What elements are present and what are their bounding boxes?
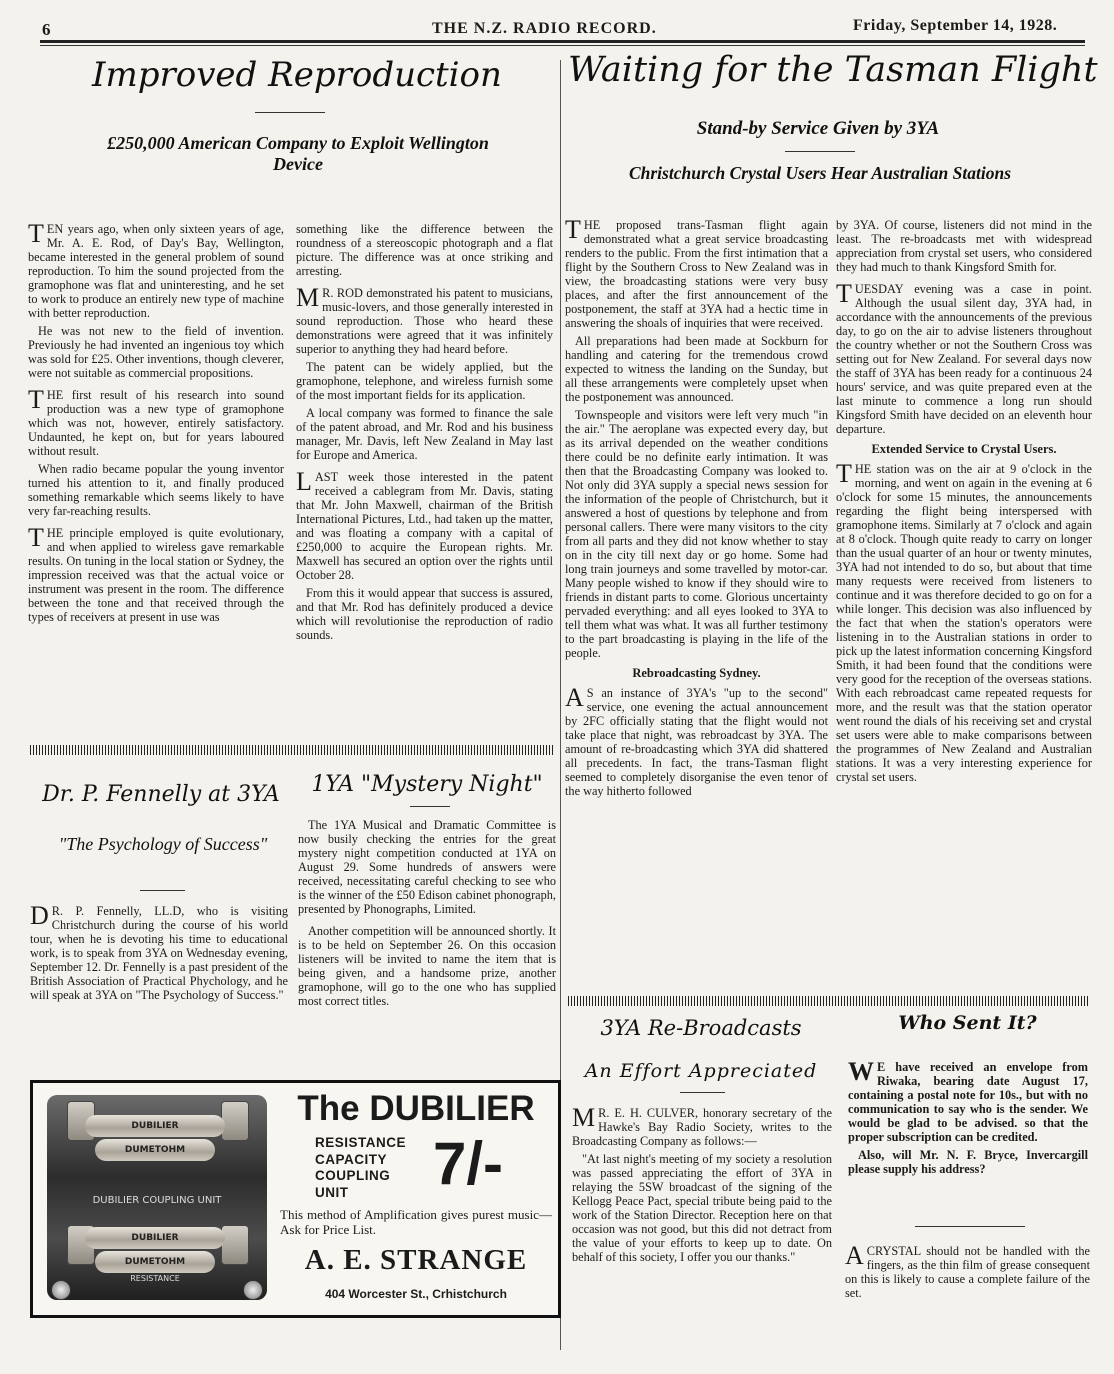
paragraph: All preparations had been made at Sockburn for handling and catering for the tremendous crowd expected to witness the landing on the Sunday, but all these arrangements were completely upset when the postponement was announced. xyxy=(565,334,828,404)
fennelly-text xyxy=(30,901,288,1006)
fennelly-title: Dr. P. Fennelly at 3YA xyxy=(42,782,280,807)
terminal-knob xyxy=(243,1280,263,1300)
mystery-rule xyxy=(410,806,450,807)
paragraph: THE principle employed is quite evolutionary, and when applied to wireless gave remarkable results. On tuning in the local station or Sydney, the impression received was that the actual voice or instrument was present in the room. The difference between the tone and that received through the types of receivers at present in use was xyxy=(28,523,284,624)
paragraph: He was not new to the field of invention. Previously he had invented an ingenious toy which was sold for £25. Other inventions, though cleverer, were not suitable as commercial propositions. xyxy=(28,324,284,380)
paragraph: THE proposed trans-Tasman flight again demonstrated what a great service broadcasting renders to the public. From the first intimation that a flight by the Southern Cross to New Zealand was in view, the broadcasting stations were very busy places, and after the first announcement of the postponement, the staff at 3YA had a hectic time in answering the shoals of inquiries that were received. xyxy=(565,215,828,330)
resistor-tube: DUMETOHM xyxy=(95,1139,215,1161)
terminal-clip xyxy=(221,1225,249,1265)
resistor-tube: DUBILIER xyxy=(85,1115,225,1137)
paragraph: AS an instance of 3YA's "up to the second" service, one evening the actual announcement by 2FC officially stating that the flight would not take place that night, was rebroadcast by 3YA. The amount of re-broadcasting which 3YA did shattered all precedents. In fact, the trans-Tasman flight seemed to completely disorganise the even tenor of the way hitherto followed xyxy=(565,683,828,798)
paragraph: TUESDAY evening was a case in point. Although the usual silent day, 3YA had, in accordance with the announcements of the previous day, to go on the air to advise listeners throughout the country whether or not the Southern Cross was setting out for New Zealand. For several days now the staff of 3YA has been ready for a continuous 24 hours' service, and was quite prepared even at the last minute to commence a long run should Kingsford Smith have decided on an eleventh hour departure. xyxy=(836,279,1092,436)
product-line: RESISTANCE xyxy=(315,1135,407,1150)
tasman-column-1 xyxy=(565,215,828,802)
seller-address: 404 Worcester St., Crhistchurch xyxy=(325,1287,507,1301)
page-number: 6 xyxy=(42,20,51,39)
tasman-column-2 xyxy=(836,218,1092,788)
subtitle-line-2: Device xyxy=(273,154,323,174)
rebroadcasts-title: 3YA Re-Broadcasts xyxy=(600,1016,802,1040)
subtitle-rule xyxy=(785,151,855,152)
dubilier-advert xyxy=(30,1080,561,1318)
advert-tagline: This method of Amplification gives purest music—Ask for Price List. xyxy=(280,1207,552,1237)
fennelly-subtitle: "The Psychology of Success" xyxy=(58,834,268,854)
paragraph: When radio became popular the young inventor turned his attention to it, and finally produced something remarkable which seems likely to have very far-reaching results. xyxy=(28,462,284,518)
rebroadcasts-rule xyxy=(680,1092,725,1093)
header-rule xyxy=(40,40,1085,43)
who-sent-text xyxy=(848,1057,1088,1180)
paragraph: something like the difference between the roundness of a stereoscopic photograph and a flat picture. The difference was at once striking and arresting. xyxy=(296,222,553,278)
reproduction-column-2 xyxy=(296,222,553,646)
paragraph: "At last night's meeting of my society a resolution was passed appreciating the effort of 3YA in relaying the 5SW broadcast of the signing of the Kellogg Peace Pact, special tribute being paid to the work of the Station Director. Reception here on that occasion was not good, but this did not detract from the value of your efforts to keep up to date. On behalf of this society, I offer you our thanks." xyxy=(572,1152,832,1264)
paragraph: Another competition will be announced shortly. It is to be held on September 26. On this occasion listeners will be invited to name the item that is being given, and a handsome prize, another gramophone, will go to the one who has supplied most correct titles. xyxy=(298,924,556,1008)
paragraph: Townspeople and visitors were left very much "in the air." The aeroplane was expected every day, but as its arrival depended on the weather conditions there could be no definite early intimation. It was then that the Broadcasting Company was looked to. Not only did 3YA supply a special news session for the information of the people of Christchurch, but it answered a host of questions by telephone and from personal callers. There were many visitors to the city from all parts and they did not know whether to stay on in the city till next day or go home. Some had long train journeys and some travelled by motor-car. Many people wished to know if they should wire to friends in distant parts to come. Glorious uncertainty pervaded everything: and all eyes looked to 3YA to tell them what was what. It was all further testimony to the part broadcasting is playing in the life of the people. xyxy=(565,408,828,660)
resistor-tube: DUMETOHM xyxy=(95,1251,215,1273)
crystal-note xyxy=(845,1241,1090,1304)
header-rule-thin xyxy=(40,45,1085,46)
paragraph: MR. ROD demonstrated his patent to musicians, music-lovers, and those generally interested in sound reproduction. Those who heard these demonstrations were agreed that it was infinitely superior to anything they had heard before. xyxy=(296,283,553,356)
separator-fence xyxy=(30,745,553,755)
resistor-tube: DUBILIER xyxy=(85,1227,225,1249)
title-rule xyxy=(255,112,325,113)
unit-label: DUBILIER COUPLING UNIT xyxy=(92,1195,222,1206)
issue-date: Friday, September 14, 1928. xyxy=(853,17,1058,34)
paragraph: ACRYSTAL should not be handled with the fingers, as the thin film of grease consequent on this is likely to cause a complete failure of the set. xyxy=(845,1241,1090,1300)
paragraph: Also, will Mr. N. F. Bryce, Invercargill please supply his address? xyxy=(848,1148,1088,1176)
reproduction-title: Improved Reproduction xyxy=(92,55,502,95)
tasman-subtitle-2: Christchurch Crystal Users Hear Australian Stations xyxy=(628,163,1012,183)
tasman-subtitle-1: Stand-by Service Given by 3YA xyxy=(696,118,940,139)
paragraph: The 1YA Musical and Dramatic Committee is now busily checking the entries for the great mystery night competition conducted at 1YA on August 29. Some hundreds of answers were received, necessitating careful checking to see who is the winner of the £50 Edison cabinet phonograph, presented by Phonographs, Limited. xyxy=(298,818,556,916)
rebroadcasts-text xyxy=(572,1103,832,1268)
product-line: CAPACITY xyxy=(315,1151,388,1167)
price: 7/- xyxy=(433,1130,504,1197)
paragraph: by 3YA. Of course, listeners did not mind in the least. The re-broadcasts met with widespread appreciation from crystal set users, who considered they had much to thank Kingsford Smith for. xyxy=(836,218,1092,274)
paragraph: From this it would appear that success is assured, and that Mr. Rod has definitely produced a device which will revolutionise the reproduction of radio sounds. xyxy=(296,586,553,642)
product-line: COUPLING xyxy=(315,1168,391,1183)
paragraph: WE have received an envelope from Riwaka, bearing date August 17, containing a postal note for 10s., but with no communication to say who is the sender. We would be glad to be advised. so that the proper subscription can be credited. xyxy=(848,1057,1088,1144)
fennelly-rule xyxy=(140,890,185,891)
who-sent-title: Who Sent It? xyxy=(898,1012,1037,1034)
rebroadcasts-subtitle: An Effort Appreciated xyxy=(584,1060,818,1082)
advert-title: The DUBILIER xyxy=(297,1089,535,1128)
publication-name: THE N.Z. RADIO RECORD. xyxy=(432,20,657,37)
seller-name: A. E. STRANGE xyxy=(304,1244,528,1276)
product-line: UNIT xyxy=(315,1184,349,1200)
who-sent-rule xyxy=(915,1226,1025,1227)
terminal-knob xyxy=(51,1280,71,1300)
separator-fence xyxy=(568,996,1088,1006)
paragraph: LAST week those interested in the patent received a cablegram from Mr. Davis, stating that Mr. John Maxwell, chairman of the British International Pictures, Ltd., had taken up the matter, and was floating a company with a capital of £250,000 to acquire the European rights. Mr. Maxwell has secured an option over the rights until October 28. xyxy=(296,467,553,582)
subheading: Extended Service to Crystal Users. xyxy=(871,442,1057,456)
product-lines xyxy=(315,1135,406,1201)
reproduction-subtitle xyxy=(28,133,568,175)
paragraph: MR. E. H. CULVER, honorary secretary of the Hawke's Bay Radio Society, writes to the Broadcasting Company as follows:— xyxy=(572,1103,832,1148)
paragraph: The patent can be widely applied, but the gramophone, telephone, and wireless furnish some of the most important fields for its application. xyxy=(296,360,553,402)
tasman-title: Waiting for the Tasman Flight xyxy=(568,50,1098,90)
resistance-label: RESISTANCE xyxy=(130,1274,180,1283)
subheading: Rebroadcasting Sydney. xyxy=(632,666,761,680)
paragraph: THE first result of his research into sound production was a new type of gramophone which was not, however, entirely satisfactory. Undaunted, he kept on, but for years laboured without result. xyxy=(28,385,284,458)
terminal-clip xyxy=(221,1101,249,1141)
mystery-title: 1YA "Mystery Night" xyxy=(311,772,543,797)
paragraph: A local company was formed to finance the sale of the patent abroad, and Mr. Rod and his business manager, Mr. Davis, left New Zealand in May last for Europe and America. xyxy=(296,406,553,462)
reproduction-column-1 xyxy=(28,219,284,628)
subtitle-line-1: £250,000 American Company to Exploit Wellington xyxy=(107,133,489,153)
paragraph: TEN years ago, when only sixteen years of age, Mr. A. E. Rod, of Day's Bay, Wellington, became interested in the general problem of sound reproduction. To him the sound projected from the gramophone was flat and uninteresting, and he set to work to produce an entirely new type of machine with better reproduction. xyxy=(28,219,284,320)
mystery-text xyxy=(298,818,556,1012)
paragraph: THE station was on the air at 9 o'clock in the morning, and went on again in the evening at 6 o'clock for some 15 minutes, the announcements regarding the flight being interspersed with gramophone items. Similarly at 7 o'clock and again at 8 o'clock. Though quite ready to carry on longer than the usual quarter of an hour or twenty minutes, 3YA had not intended to do so, but about that time many requests were received from listeners to continue and it was therefore decided to go on for a while longer. This decision was also influenced by the fact that when the station's operators were listening in to the Australian stations in order to pick up the latest information concerning Kingsford Smith, it had been found that the conditions were very good for the reception of the overseas stations. With each rebroadcast came repeated requests for more, and the result was that the station operator went round the dials of his receiving set and crystal set users were able to make comparisons between the programmes of New Zealand and Australian stations. It was a very interesting experience for crystal set users. xyxy=(836,459,1092,784)
paragraph: DR. P. Fennelly, LL.D, who is visiting Christchurch during the course of his world tour, when he is devoting his time to educational work, is to speak from 3YA on Wednesday evening, September 12. Dr. Fennelly is a past president of the British Association of Practical Phychology, and he will speak at 3YA on "The Psychology of Success." xyxy=(30,901,288,1002)
coupling-unit-image xyxy=(47,1095,267,1300)
